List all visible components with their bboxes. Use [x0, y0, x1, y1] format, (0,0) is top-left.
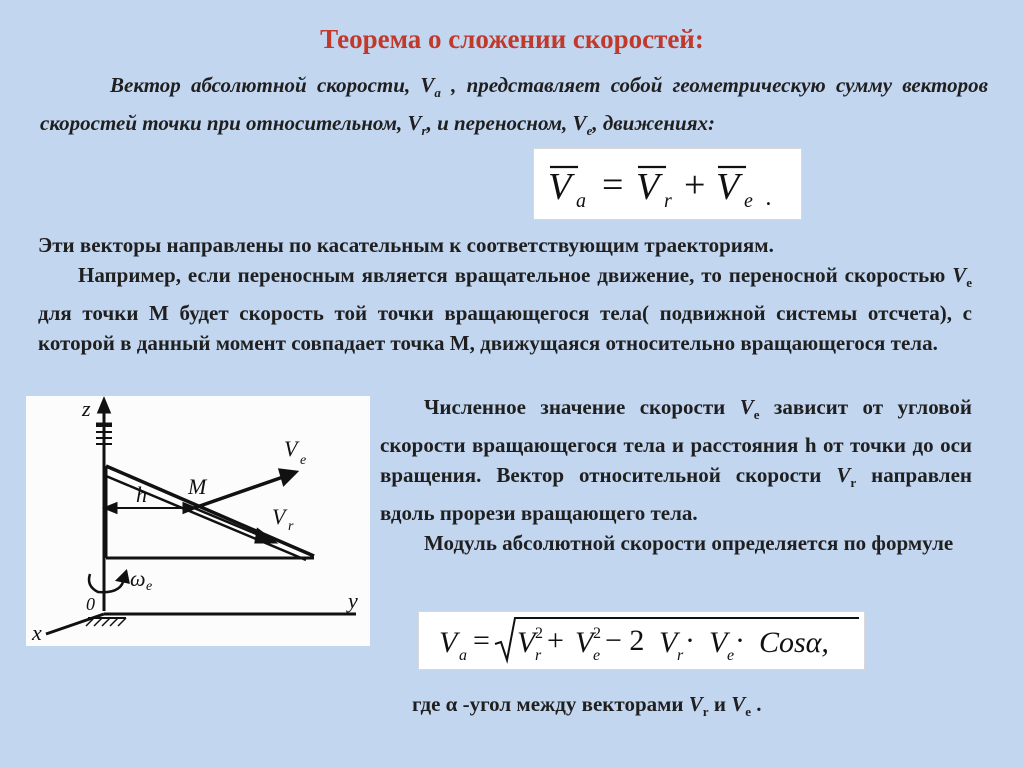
svg-text:e: e	[146, 579, 153, 594]
svg-text:r: r	[288, 519, 294, 534]
svg-text:+: +	[684, 164, 706, 206]
svg-text:2: 2	[593, 625, 601, 642]
svg-text:r: r	[535, 647, 542, 664]
svg-text:+: +	[547, 624, 564, 657]
svg-text:.: .	[766, 185, 772, 211]
svg-text:Cosα,: Cosα,	[759, 626, 829, 659]
theorem-statement: Вектор абсолютной скорости, $V_a$ , представляет собой геометрическую сумму векторов скоростей точки при относительном, $V_r$, и переносном, $V_e$, движениях:	[40, 73, 988, 139]
svg-text:a: a	[576, 190, 586, 212]
svg-text:e: e	[744, 190, 753, 212]
svg-text:·: ·	[685, 624, 695, 657]
svg-text:0: 0	[86, 594, 95, 614]
svg-text:x: x	[32, 620, 42, 645]
svg-text:=: =	[602, 164, 624, 206]
svg-text:V: V	[284, 436, 298, 461]
slide-title: Теорема о сложении скоростей:	[320, 24, 704, 54]
svg-text:·: ·	[735, 624, 745, 657]
svg-text:e: e	[300, 453, 307, 468]
svg-text:M: M	[188, 474, 207, 499]
svg-text:V: V	[716, 166, 740, 208]
svg-text:h: h	[136, 482, 147, 507]
rotating-body-diagram	[26, 396, 370, 646]
svg-text:V: V	[575, 626, 594, 659]
angle-note: где α -угол между векторами $V_r$ и $V_e$ .	[412, 692, 762, 720]
svg-text:e: e	[727, 647, 735, 664]
svg-text:z: z	[82, 396, 91, 421]
svg-text:2: 2	[535, 625, 543, 642]
svg-text:V: V	[709, 626, 728, 659]
svg-text:V: V	[517, 626, 536, 659]
svg-text:V: V	[272, 504, 286, 529]
svg-text:a: a	[459, 647, 467, 664]
svg-text:e: e	[593, 647, 601, 664]
svg-text:r: r	[677, 647, 684, 664]
absolute-velocity-formula	[418, 611, 865, 670]
svg-text:V: V	[548, 166, 572, 208]
svg-text:− 2: − 2	[605, 624, 645, 657]
svg-text:y: y	[348, 588, 358, 613]
svg-text:r: r	[664, 190, 672, 212]
velocity-sum-formula	[533, 148, 802, 220]
svg-text:ω: ω	[130, 566, 146, 591]
svg-text:V: V	[636, 166, 660, 208]
svg-text:V: V	[659, 626, 678, 659]
explanation-text: Эти векторы направлены по касательным к соответствующим траекториям. Например, если переносным является вращательное движение, то переносной скоростью $V_e$ для точки M будет скорость той точки вращающегося тела( подвижной системы отсчета), с которой в данный момент совпадает точка M, движущаяся относительно вращающегося тела.	[38, 233, 972, 356]
svg-text:V: V	[439, 626, 458, 659]
side-explanation: Численное значение скорости $V_e$ зависит от угловой скорости вращающегося тела и расстояния h от точки до оси вращения. Вектор относительной скорости $V_r$ направлен вдоль прорези вращающего тела. Модуль абсолютной скорости определяется по формуле	[380, 395, 972, 556]
svg-text:=: =	[473, 624, 490, 657]
